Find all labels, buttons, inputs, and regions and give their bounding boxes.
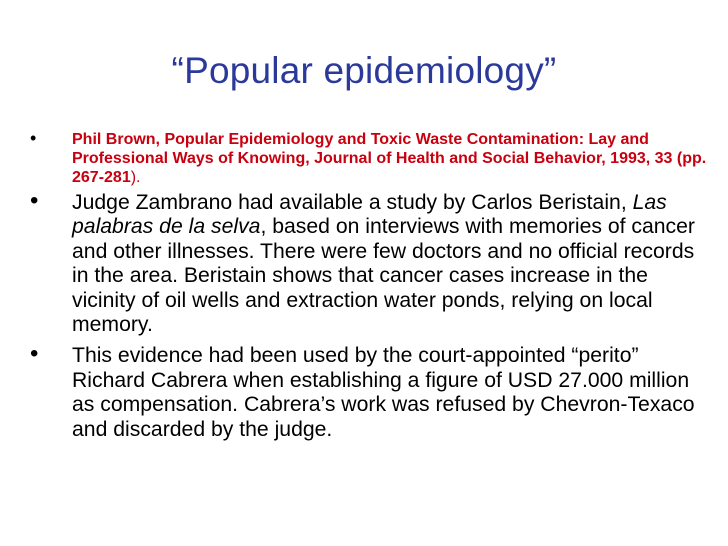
bullet-marker: • — [30, 128, 37, 148]
book-title: Las palabras de la selva — [72, 191, 667, 239]
reference-tail: ). — [130, 169, 141, 186]
bullet-text-after-italic: , based on interviews with memories of cancer and other illnesses. There were few doctors and no official records in the area. Beristain shows that cancer cases increase in the vicinity of oil wells and extraction water ponds, relying on local memory. — [72, 215, 695, 337]
bullet-zambrano-study — [30, 187, 710, 337]
bullet-marker: • — [30, 187, 39, 214]
bullet-list — [30, 130, 710, 449]
reference-text: Phil Brown, Popular Epidemiology and Toxic Waste Contamination: Lay and Professional Ways of Knowing, Journal of Health and Social Behavior, 1993, 33 (pp. 267-281 — [72, 131, 707, 186]
bullet-cabrera-evidence — [30, 340, 710, 442]
bullet-marker: • — [30, 340, 39, 368]
bullet-text-before-italic: Judge Zambrano had available a study by Carlos Beristain, — [72, 191, 633, 214]
slide-title: “Popular epidemiology” — [171, 50, 557, 91]
reference-bullet — [30, 130, 710, 187]
bullet-text: This evidence had been used by the court-appointed “perito” Richard Cabrera when establishing a figure of USD 27.000 million as compensation. Cabrera’s work was refused by Chevron-Texaco and discarded by the judge. — [72, 344, 695, 441]
